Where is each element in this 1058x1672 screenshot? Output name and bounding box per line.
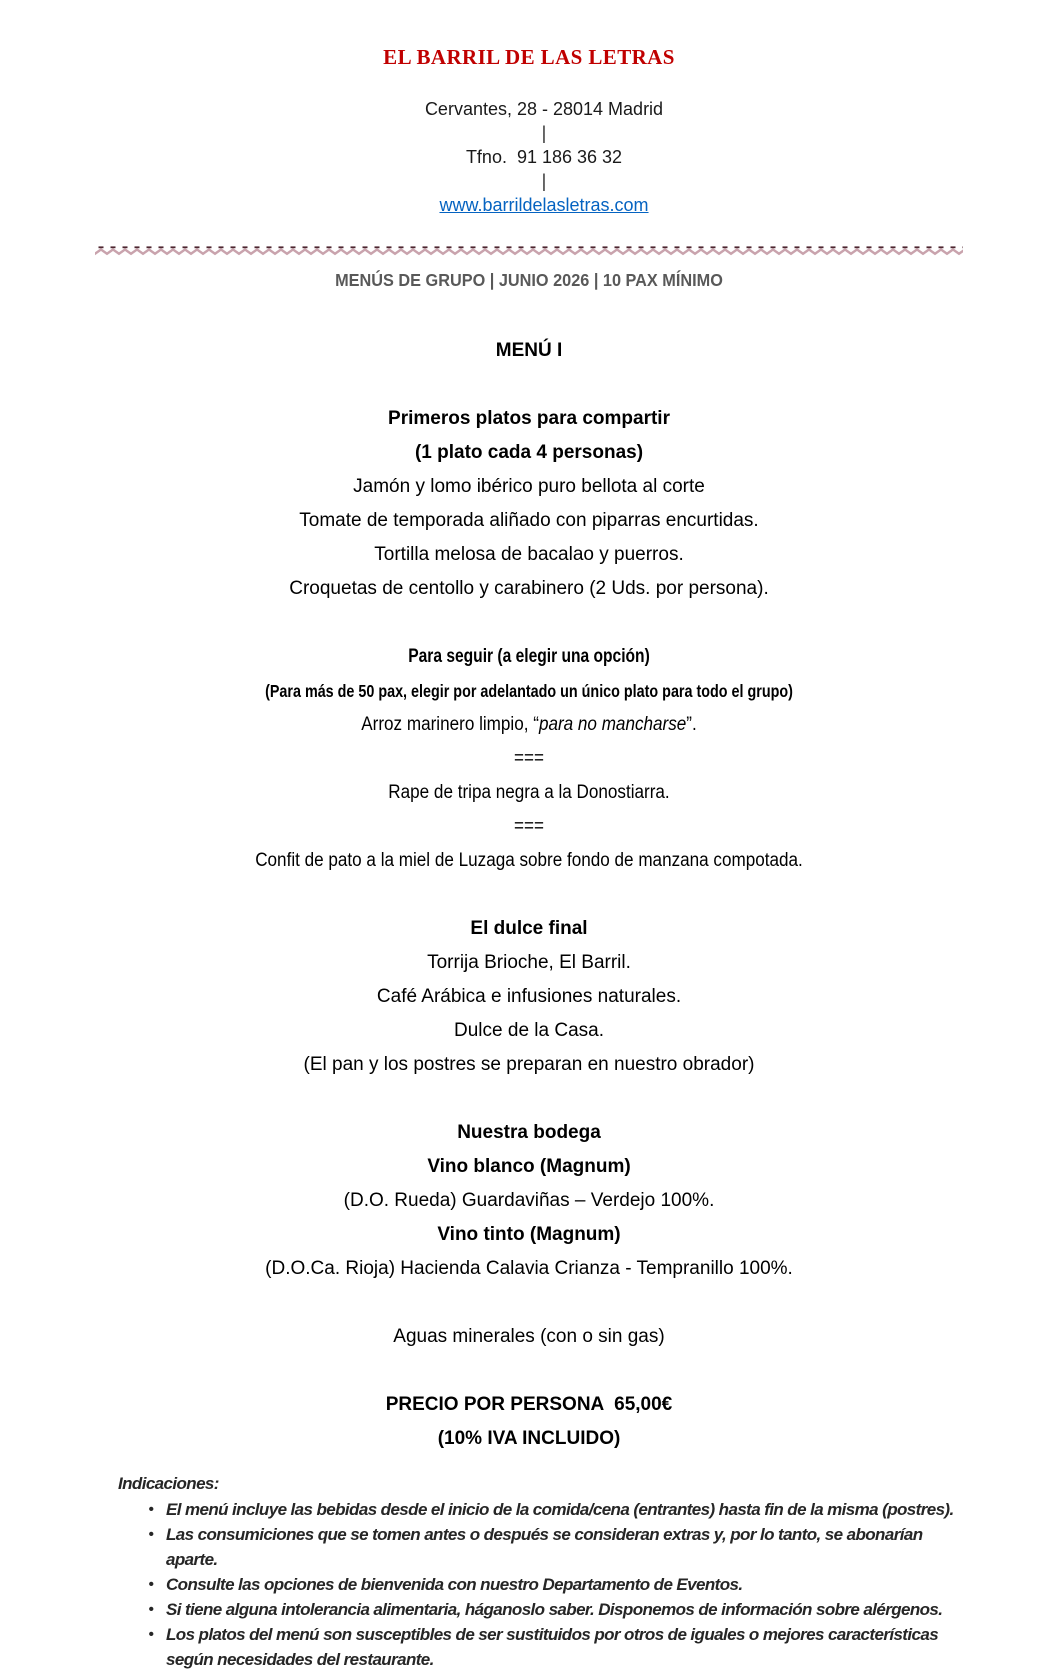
white-wine-label: Vino blanco (Magnum): [427, 1156, 631, 1177]
note-text: Las consumiciones que se tomen antes o después se consideran extras y, por lo tanto, se abonarían aparte.: [166, 1525, 927, 1569]
dish-text: Arroz marinero limpio, “: [361, 714, 539, 735]
dish-item: Tortilla melosa de bacalao y puerros.: [374, 544, 684, 565]
dish-item: Rape de tripa negra a la Donostiarra.: [388, 782, 670, 803]
list-item: [118, 1597, 963, 1622]
red-wine-detail: (D.O.Ca. Rioja) Hacienda Calavia Crianza - Tempranillo 100%.: [265, 1258, 793, 1279]
price-per-person: PRECIO POR PERSONA 65,00€: [385, 1394, 673, 1415]
starters-heading: Primeros platos para compartir: [388, 408, 670, 429]
bullet-icon: •: [148, 1526, 154, 1543]
note-text: El menú incluye las bebidas desde el inicio de la comida/cena (entrantes) hasta fin de la misma (postres).: [166, 1500, 954, 1519]
document-header: [0, 0, 1058, 292]
divider-pipe: |: [541, 171, 547, 191]
divider-pipe: |: [541, 123, 547, 143]
bakery-note: (El pan y los postres se preparan en nuestro obrador): [303, 1054, 755, 1075]
contact-line: [0, 73, 1058, 241]
note-text: Consulte las opciones de bienvenida con nuestro Departamento de Eventos.: [166, 1575, 743, 1594]
bullet-icon: •: [148, 1626, 154, 1643]
dish-item: Dulce de la Casa.: [454, 1020, 604, 1041]
list-item: [118, 1622, 963, 1672]
option-divider: ===: [514, 748, 544, 769]
dish-item: Jamón y lomo ibérico puro bellota al corte: [353, 476, 705, 497]
dish-item: Café Arábica e infusiones naturales.: [376, 986, 682, 1007]
dish-item: [53, 708, 1005, 742]
dish-text: ”.: [686, 714, 697, 735]
bullet-icon: •: [148, 1601, 154, 1618]
mains-heading: Para seguir (a elegir una opción): [408, 646, 650, 667]
water-line: Aguas minerales (con o sin gas): [393, 1326, 665, 1347]
note-text: Los platos del menú son susceptibles de ser sustituidos por otros de iguales o mejores características según necesidades del restaurante.: [166, 1625, 943, 1669]
zigzag-divider: [95, 246, 963, 257]
menu-body: [0, 334, 1058, 1456]
menu-title: MENÚ I: [495, 340, 563, 361]
website-link[interactable]: www.barrildelasletras.com: [439, 195, 649, 215]
vat-included-note: (10% IVA INCLUIDO): [437, 1428, 621, 1449]
indications-heading: Indicaciones:: [118, 1474, 219, 1493]
note-text: Si tiene alguna intolerancia alimentaria, háganoslo saber. Disponemos de información sobre alérgenos.: [166, 1600, 943, 1619]
bullet-icon: •: [148, 1501, 154, 1518]
dish-item: Tomate de temporada aliñado con piparras encurtidas.: [299, 510, 759, 531]
list-item: [118, 1572, 963, 1597]
list-item: [118, 1497, 963, 1522]
menu-tagline: MENÚS DE GRUPO | JUNIO 2026 | 10 PAX MÍNIMO: [335, 270, 723, 290]
starters-subheading: (1 plato cada 4 personas): [414, 442, 644, 463]
bullet-icon: •: [148, 1576, 154, 1593]
wines-heading: Nuestra bodega: [457, 1122, 601, 1143]
option-divider: ===: [514, 816, 544, 837]
list-item: [118, 1522, 963, 1572]
street-address: Cervantes, 28 - 28014 Madrid: [424, 99, 664, 119]
dish-text-italic: para no mancharse: [538, 714, 687, 735]
indications-section: [118, 1471, 963, 1672]
red-wine-label: Vino tinto (Magnum): [437, 1224, 621, 1245]
desserts-heading: El dulce final: [470, 918, 588, 939]
dish-item: Torrija Brioche, El Barril.: [427, 952, 631, 973]
phone-number: Tfno. 91 186 36 32: [465, 147, 623, 167]
restaurant-name: EL BARRIL DE LAS LETRAS: [383, 45, 675, 69]
dish-item: Croquetas de centollo y carabinero (2 Uds. por persona).: [289, 578, 769, 599]
mains-group-note: (Para más de 50 pax, elegir por adelantado un único plato para todo el grupo): [265, 681, 793, 701]
dish-item: Confit de pato a la miel de Luzaga sobre fondo de manzana compotada.: [255, 850, 803, 871]
white-wine-detail: (D.O. Rueda) Guardaviñas – Verdejo 100%.: [343, 1190, 715, 1211]
